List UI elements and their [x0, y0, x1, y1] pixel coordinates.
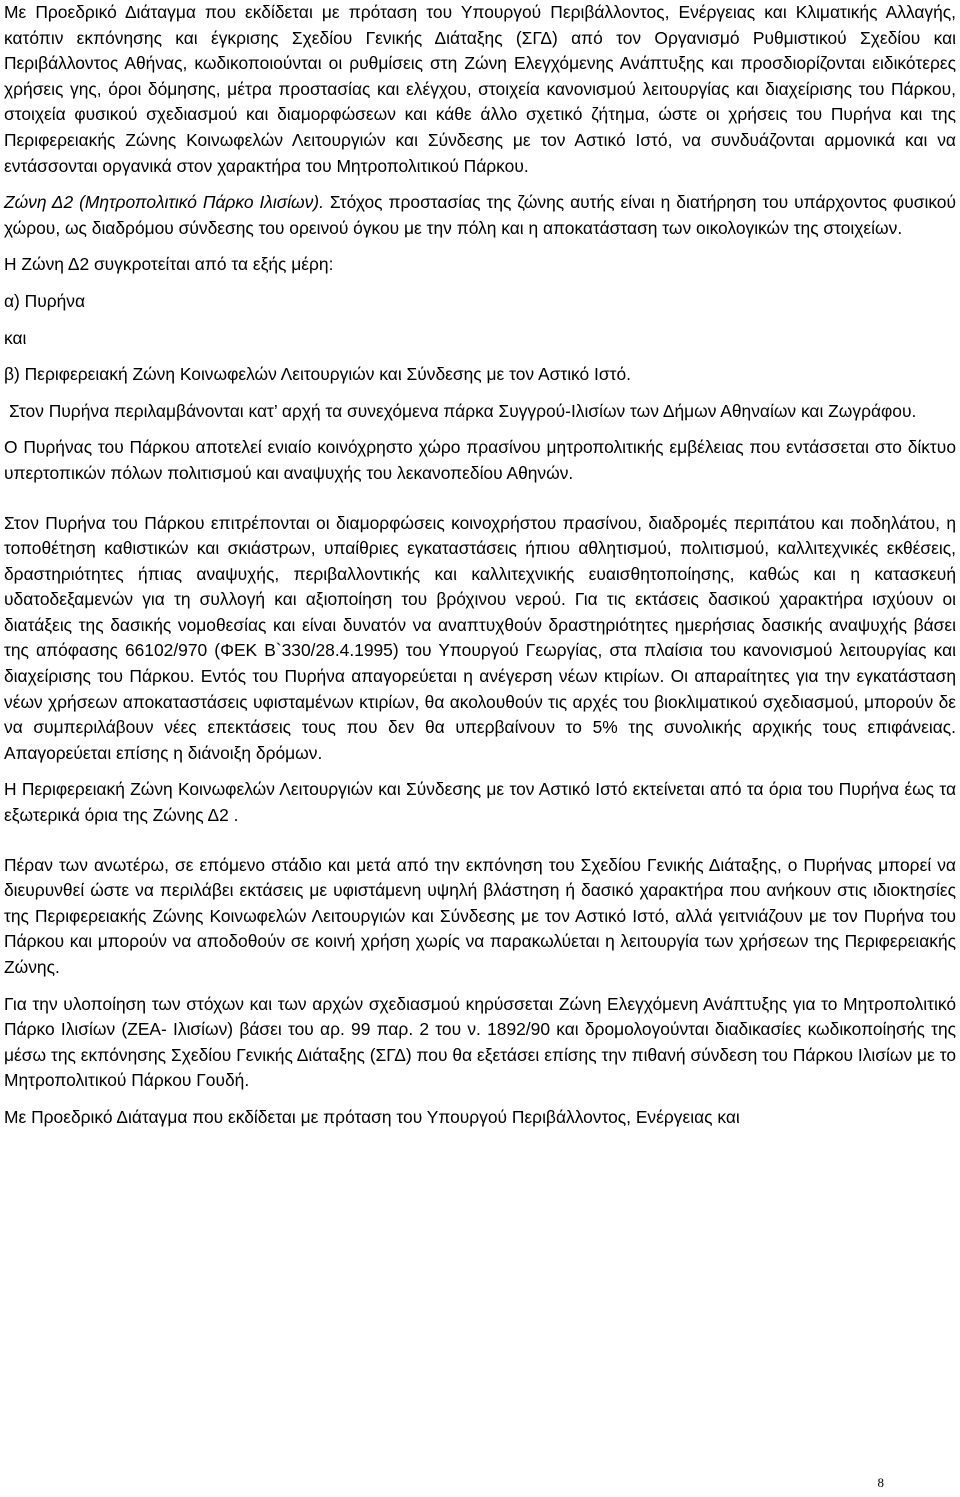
paragraph-zone-d2	[4, 190, 956, 241]
list-item-core: α) Πυρήνα	[4, 290, 86, 311]
paragraph-zea-ilision: Για την υλοποίηση των στόχων και των αρχών σχεδιασμού κηρύσσεται Ζώνη Ελεγχόμενη Ανάπτυξης για το Μητροπολιτικό Πάρκο Ιλισίων (ΖΕΑ- Ιλισίων) βάσει του αρ. 99 παρ. 2 του ν. 1892/90 και δρομολογούνται διαδικασίες κωδικοποίησής της μέσω της εκπόνησης Σχεδίου Γενικής Διάταξης (ΣΓΔ) που θα εξετάσει επίσης την πιθανή σύνδεση του Πάρκου Ιλισίων με το Μητροπολιτικού Πάρκου Γουδή.	[4, 993, 956, 1091]
paragraph-peripheral-extent: Η Περιφερειακή Ζώνη Κοινωφελών Λειτουργιών και Σύνδεσης με τον Αστικό Ιστό εκτείνεται από τα όρια του Πυρήνα έως τα εξωτερικά όρια της Ζώνης Δ2 .	[4, 779, 956, 826]
paragraph-decree-intro: Με Προεδρικό Διάταγμα που εκδίδεται με πρόταση του Υπουργού Περιβάλλοντος, Ενέργειας και Κλιματικής Αλλαγής, κατόπιν εκπόνησης και έγκρισης Σχεδίου Γενικής Διάταξης (ΣΓΔ) από τον Οργανισμό Ρυθμιστικού Σχεδίου και Περιβάλλοντος Αθήνας, κωδικοποιούνται οι ρυθμίσεις στη Ζώνη Ελεγχόμενης Ανάπτυξης και προσδιορίζονται ειδικότερες χρήσεις γης, όροι δόμησης, μέτρα προστασίας και ελέγχου, στοιχεία κανονισμού λειτουργίας και διαχείρισης του Πάρκου, στοιχεία φυσικού σχεδιασμού και διαμορφώσεων και κάθε άλλο σχετικό ζήτημα, ώστε οι χρήσεις του Πυρήνα και της Περιφερειακής Ζώνης Κοινωφελών Λειτουργιών και Σύνδεσης με τον Αστικό Ιστό, να συνδυάζονται αρμονικά και να εντάσσονται οργανικά στον χαρακτήρα του Μητροπολιτικού Πάρκου.	[4, 2, 956, 176]
list-conjunction: και	[4, 327, 27, 348]
paragraph-core-uses: Στον Πυρήνα του Πάρκου επιτρέπονται οι διαμορφώσεις κοινοχρήστου πρασίνου, διαδρομές περιπάτου και ποδηλάτου, η τοποθέτηση καθιστικών και σκιάστρων, υπαίθριες εγκαταστάσεις ήπιου αθλητισμού, πολιτισμού, καλλιτεχνικές εκθέσεις, δραστηριότητες ήπιας αναψυχής, περιβαλλοντικής και καλλιτεχνικής ευαισθητοποίησης, καθώς και η κατασκευή υδατοδεξαμενών για τη συλλογή και αξιοποίηση του βρόχινου νερού. Για τις εκτάσεις δασικού χαρακτήρα ισχύουν οι διατάξεις της δασικής νομοθεσίας και είναι δυνατόν να αναπτυχθούν δραστηριότητες ημερήσιας δασικής αναψυχής βάσει της απόφασης 66102/970 (ΦΕΚ Β`330/28.4.1995) του Υπουργού Γεωργίας, στα πλαίσια του κανονισμού λειτουργίας και διαχείρισης του Πάρκου. Εντός του Πυρήνα απαγορεύεται η ανέγερση νέων κτιρίων. Οι απαραίτητες για την εγκατάσταση νέων χρήσεων αποκαταστάσεις υφισταμένων κτιρίων, θα ακολουθούν τις αρχές του βιοκλιματικού σχεδιασμού, μπορούν δε να συμπεριλάβουν νέες επεκτάσεις τους που δεν θα υπερβαίνουν το 5% της συνολικής αρχικής τους επιφάνειας. Απαγορεύεται επίσης η διάνοιξη δρόμων.	[4, 512, 956, 763]
zone-d2-text: Στόχος προστασίας της ζώνης αυτής είναι η διατήρηση του υπάρχοντος φυσικού χώρου, ως διαδρόμου σύνδεσης του ορεινού όγκου με την πόλη και η αποκατάσταση των οικολογικών της στοιχείων.	[4, 192, 956, 238]
paragraph-core-parks: Στον Πυρήνα περιλαμβάνονται κατ’ αρχή τα συνεχόμενα πάρκα Συγγρού-Ιλισίων των Δήμων Αθηναίων και Ζωγράφου.	[9, 400, 917, 421]
page-number: 8	[877, 1475, 884, 1490]
paragraph-core-expansion: Πέραν των ανωτέρω, σε επόμενο στάδιο και μετά από την εκπόνηση του Σχεδίου Γενικής Διάταξης, ο Πυρήνας μπορεί να διευρυνθεί ώστε να περιλάβει εκτάσεις με υφιστάμενη υψηλή βλάστηση ή δασικό χαρακτήρα που ανήκουν στις ιδιοκτησίες της Περιφερειακής Ζώνης Κοινωφελών Λειτουργιών και Σύνδεσης με τον Αστικό Ιστό, αλλά γειτνιάζουν με τον Πυρήνα του Πάρκου και μπορούν να αποδοθούν σε κοινή χρήση χωρίς να παρακωλύεται η λειτουργία των χρήσεων της Περιφερειακής Ζώνης.	[4, 854, 956, 977]
document-body	[4, 0, 956, 1138]
paragraph-core-definition: Ο Πυρήνας του Πάρκου αποτελεί ενιαίο κοινόχρηστο χώρο πρασίνου μητροπολιτικής εμβέλειας που εντάσσεται στο δίκτυο υπερτοπικών πόλων πολιτισμού και αναψυχής του λεκανοπεδίου Αθηνών.	[4, 437, 956, 483]
list-item-peripheral-zone: β) Περιφερειακή Ζώνη Κοινωφελών Λειτουργιών και Σύνδεσης με τον Αστικό Ιστό.	[4, 364, 631, 385]
zone-d2-heading: Ζώνη Δ2 (Μητροπολιτικό Πάρκο Ιλισίων).	[4, 192, 324, 213]
paragraph-zone-parts: Η Ζώνη Δ2 συγκροτείται από τα εξής μέρη:	[4, 254, 334, 275]
paragraph-decree-repeat: Με Προεδρικό Διάταγμα που εκδίδεται με πρόταση του Υπουργού Περιβάλλοντος, Ενέργειας και	[4, 1106, 740, 1127]
